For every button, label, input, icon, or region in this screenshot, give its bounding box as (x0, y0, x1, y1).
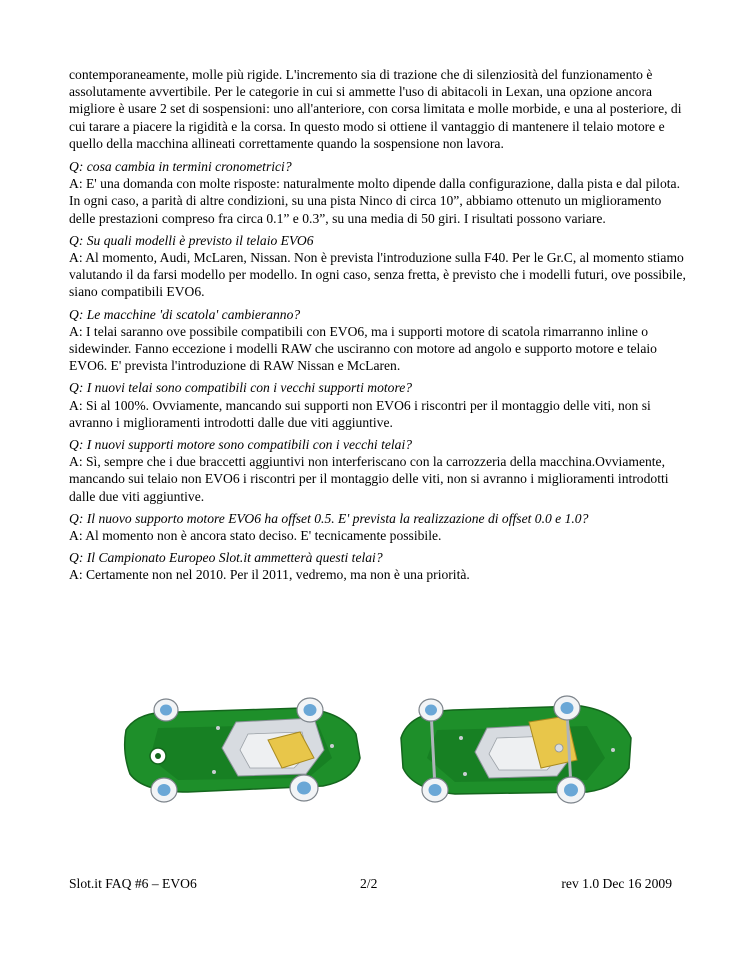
question: Q: Su quali modelli è previsto il telaio EVO6 (69, 232, 314, 248)
qa-item (69, 306, 689, 375)
question: Q: cosa cambia in termini cronometrici? (69, 159, 292, 175)
revision-date: rev 1.0 Dec 16 2009 (561, 876, 672, 891)
chassis-image-left (118, 688, 363, 808)
answer: A: Sì, sempre che i due braccetti aggiuntivi non interferiscano con la carrozzeria della macchina.Ovviamente, mancando sui telaio non EVO6 i riscontri per il montaggio delle viti, non si avranno i miglioramenti introdotti dalle due viti aggiuntive. (69, 454, 669, 504)
qa-item (69, 510, 689, 544)
qa-item (69, 379, 689, 431)
question: Q: I nuovi telai sono compatibili con i vecchi supporti motore? (69, 380, 413, 396)
footer-title: Slot.it FAQ #6 – EVO6 (69, 876, 197, 891)
qa-item (69, 549, 689, 583)
answer: A: Certamente non nel 2010. Per il 2011, vedremo, ma non è una priorità. (69, 567, 470, 583)
page-number: 2/2 (360, 876, 378, 891)
question: Q: Il nuovo supporto motore EVO6 ha offset 0.5. E' prevista la realizzazione di offset 0.0 e 1.0? (69, 510, 589, 526)
page-content (69, 66, 689, 589)
question: Q: Le macchine 'di scatola' cambieranno? (69, 306, 301, 322)
answer: A: I telai saranno ove possibile compatibili con EVO6, ma i supporti motore di scatola rimarranno inline o sidewinder. Fanno eccezione i modelli RAW che usciranno con motore ad angolo e supporto motore e telaio EVO6. E' prevista l'introduzione di RAW Nissan e McLaren. (69, 323, 657, 374)
answer: A: Al momento non è ancora stato deciso. E' tecnicamente possibile. (69, 528, 442, 544)
intro-paragraph: contemporaneamente, molle più rigide. L'incremento sia di trazione che di silenziosità del funzionamento è assolutamente avvertibile. Per le categorie in cui si ammette l'uso di abitacoli in Lexan, una opzione ancora migliore è usare 2 set di sospensioni: uno all'anteriore, con corsa limitata e molle morbide, e una al posteriore, di cui tarare a piacere la rigidità e la corsa. In questo modo si ottiene il vantaggio di mantenere il telaio motore e quello della macchina allineati correttamente quando la sospensione non lavora. (69, 67, 682, 151)
qa-item (69, 232, 689, 301)
chassis-image-right (391, 688, 636, 808)
answer: A: E' una domanda con molte risposte: naturalmente molto dipende dalla configurazione, dalla pista e dal pilota. In ogni caso, a parità di altre condizioni, su una pista Ninco di circa 10”, abbiamo ottenuto un miglioramento delle prestazioni compreso fra circa 0.1” e 0.3”, su una media di 50 giri. I risultati possono variare. (69, 176, 680, 226)
question: Q: Il Campionato Europeo Slot.it ammetterà questi telai? (69, 550, 383, 566)
answer: A: Al momento, Audi, McLaren, Nissan. Non è prevista l'introduzione sulla F40. Per le Gr.C, al momento stiamo valutando il da farsi modello per modello. In ogni caso, senza fretta, è previsto che i modelli futuri, ove possibile, siano compatibili EVO6. (69, 250, 686, 300)
qa-item (69, 158, 689, 227)
qa-item (69, 436, 689, 505)
answer: A: Si al 100%. Ovviamente, mancando sui supporti non EVO6 i riscontri per il montaggio delle viti, non si avranno i miglioramenti introdotti dalle due viti aggiuntive. (69, 397, 651, 430)
question: Q: I nuovi supporti motore sono compatibili con i vecchi telai? (69, 437, 413, 453)
chassis-figures (118, 688, 638, 808)
page-footer (69, 876, 672, 896)
